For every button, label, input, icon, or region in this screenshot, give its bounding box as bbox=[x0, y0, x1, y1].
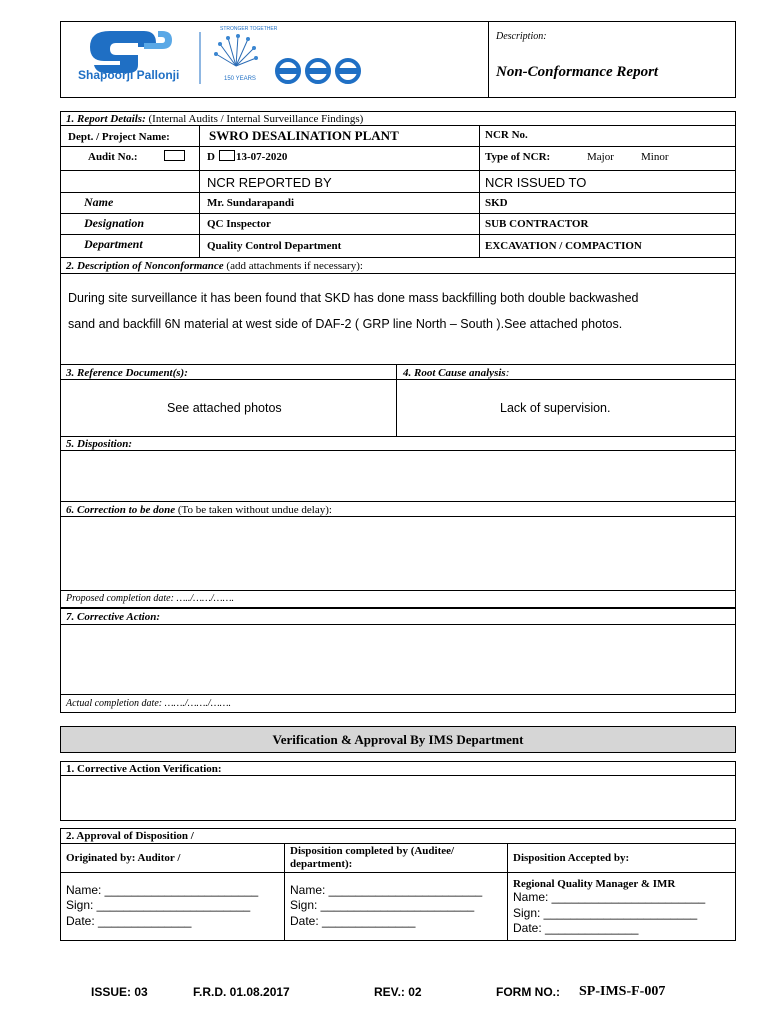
col3-date-line[interactable]: Date: ______________ bbox=[513, 921, 639, 935]
audit-no-label: Audit No.: bbox=[88, 151, 138, 163]
date-value: 13-07-2020 bbox=[236, 151, 288, 163]
designation-label: Designation bbox=[84, 216, 145, 230]
col-line bbox=[284, 843, 285, 941]
nonconformance-line-1: During site surveillance it has been found that SKD has done mass backfilling both double backwashed bbox=[68, 291, 639, 305]
disposition-completed-heading-l2: department): bbox=[290, 858, 353, 870]
footer-form-no-label: FORM NO.: bbox=[496, 985, 560, 999]
row-line bbox=[60, 125, 736, 126]
corrective-action-heading: 7. Corrective Action: bbox=[66, 611, 160, 623]
dept-label: Dept. / Project Name: bbox=[68, 131, 170, 143]
footer-form-no-value: SP-IMS-F-007 bbox=[579, 984, 666, 999]
header-divider bbox=[488, 21, 489, 98]
department-label: Department bbox=[84, 237, 143, 251]
correction-heading: 6. Correction to be done (To be taken without undue delay): bbox=[66, 504, 332, 516]
actual-completion-date: Actual completion date: ……./……./……. bbox=[66, 698, 231, 709]
disposition-box bbox=[60, 436, 736, 502]
description-label: Description: bbox=[496, 31, 547, 42]
col2-name-line[interactable]: Name: _______________________ bbox=[290, 883, 483, 897]
col-line bbox=[396, 364, 397, 437]
row-line bbox=[60, 590, 736, 591]
type-major-option[interactable]: Major bbox=[587, 151, 614, 163]
audit-no-checkbox[interactable] bbox=[164, 150, 185, 161]
dept-value: SWRO DESALINATION PLANT bbox=[209, 128, 399, 143]
date-prefix: D bbox=[207, 151, 215, 163]
col1-date-line[interactable]: Date: ______________ bbox=[66, 914, 192, 928]
col1-name-line[interactable]: Name: _______________________ bbox=[66, 883, 259, 897]
nonconformance-heading: 2. Description of Nonconformance (add attachments if necessary): bbox=[66, 260, 363, 272]
reported-name: Mr. Sundarapandi bbox=[207, 197, 295, 209]
footer-rev: REV.: 02 bbox=[374, 985, 422, 999]
issued-department: EXCAVATION / COMPACTION bbox=[485, 240, 642, 252]
row-line bbox=[60, 624, 736, 625]
certification-badges-icon bbox=[272, 55, 368, 87]
type-of-ncr-label: Type of NCR: bbox=[485, 151, 551, 163]
type-minor-option[interactable]: Minor bbox=[641, 151, 669, 163]
reported-department: Quality Control Department bbox=[207, 240, 342, 252]
issued-to-label: NCR ISSUED TO bbox=[485, 175, 587, 190]
years-label: 150 YEARS bbox=[224, 76, 256, 82]
name-label: Name bbox=[84, 195, 114, 209]
row-line bbox=[60, 234, 736, 235]
col1-sign-line[interactable]: Sign: _______________________ bbox=[66, 898, 251, 912]
footer-issue: ISSUE: 03 bbox=[91, 985, 148, 999]
approval-heading: 2. Approval of Disposition / bbox=[66, 830, 194, 842]
row-line bbox=[60, 213, 736, 214]
reference-value: See attached photos bbox=[167, 401, 282, 415]
regional-qm-label: Regional Quality Manager & IMR bbox=[513, 878, 676, 890]
row-line bbox=[60, 146, 736, 147]
verification-banner-title: Verification & Approval By IMS Department bbox=[272, 732, 524, 747]
cav-heading: 1. Corrective Action Verification: bbox=[66, 763, 222, 775]
col2-date-line[interactable]: Date: ______________ bbox=[290, 914, 416, 928]
reported-by-label: NCR REPORTED BY bbox=[207, 175, 332, 190]
row-line bbox=[60, 872, 736, 873]
company-name: Shapoorji Pallonji bbox=[78, 68, 180, 82]
col3-sign-line[interactable]: Sign: _______________________ bbox=[513, 906, 698, 920]
disposition-completed-heading-l1: Disposition completed by (Auditee/ bbox=[290, 845, 455, 857]
originated-by-heading: Originated by: Auditor / bbox=[66, 852, 181, 864]
issued-name: SKD bbox=[485, 197, 508, 209]
issued-designation: SUB CONTRACTOR bbox=[485, 218, 589, 230]
col-line bbox=[507, 843, 508, 941]
row-line bbox=[60, 170, 736, 171]
col3-name-line[interactable]: Name: _______________________ bbox=[513, 890, 706, 904]
tagline: STRONGER TOGETHER bbox=[220, 26, 278, 32]
row-line bbox=[60, 694, 736, 695]
root-cause-heading: 4. Root Cause analysis: bbox=[403, 367, 510, 379]
report-details-heading: 1. Report Details: (Internal Audits / Internal Surveillance Findings) bbox=[66, 113, 364, 125]
ncr-no-label: NCR No. bbox=[485, 129, 528, 141]
col-line bbox=[199, 125, 200, 258]
proposed-completion-date: Proposed completion date: …../……/……. bbox=[66, 593, 234, 604]
form-title: Non-Conformance Report bbox=[496, 64, 659, 80]
row-line bbox=[60, 273, 736, 274]
row-line bbox=[60, 192, 736, 193]
disposition-accepted-heading: Disposition Accepted by: bbox=[513, 852, 630, 864]
footer-frd: F.R.D. 01.08.2017 bbox=[193, 985, 290, 999]
row-line bbox=[60, 450, 736, 451]
root-cause-value: Lack of supervision. bbox=[500, 401, 611, 415]
reference-heading: 3. Reference Document(s): bbox=[66, 367, 188, 379]
nonconformance-line-2: sand and backfill 6N material at west side of DAF-2 ( GRP line North – South ).See attached photos. bbox=[68, 317, 623, 331]
col2-sign-line[interactable]: Sign: _______________________ bbox=[290, 898, 475, 912]
col-line bbox=[479, 125, 480, 258]
disposition-heading: 5. Disposition: bbox=[66, 438, 133, 450]
reported-designation: QC Inspector bbox=[207, 218, 271, 230]
date-checkbox[interactable] bbox=[219, 150, 235, 161]
